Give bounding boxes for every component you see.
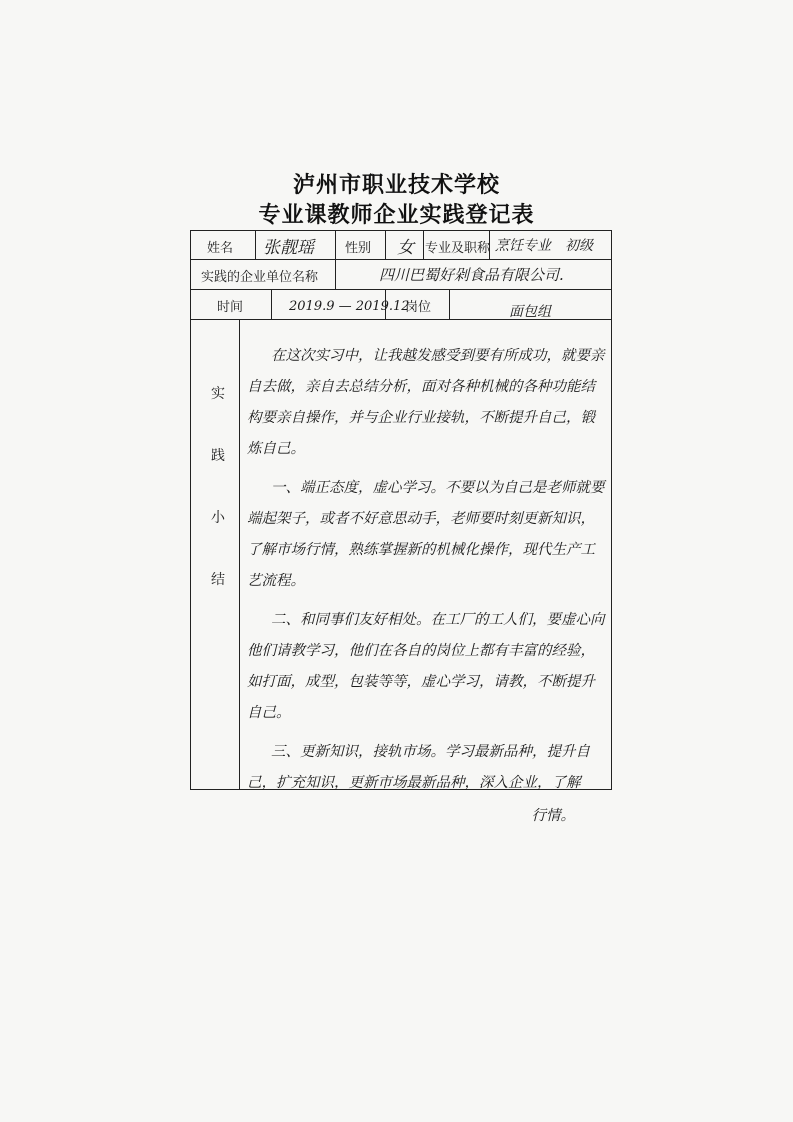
summary-paragraph: 一、端正态度，虚心学习。不要以为自己是老师就要端起架子，或者不好意思动手，老师要时刻更新知识，了解市场行情，熟练掌握新的机械化操作，现代生产工艺流程。	[247, 480, 605, 589]
summary-paragraph: 在这次实习中，让我越发感受到要有所成功，就要亲自去做，亲自去总结分析，面对各种机械的各种功能结构要亲自操作，并与企业行业接轨，不断提升自己，锻炼自己。	[247, 348, 605, 457]
post-value: 面包组	[509, 304, 551, 320]
summary-side-char: 结	[211, 572, 225, 588]
col-divider	[239, 319, 240, 789]
summary-last-line: 行情。	[531, 808, 575, 824]
summary-text	[247, 341, 605, 832]
row-divider	[191, 289, 611, 290]
school-title: 泸州市职业技术学校	[292, 172, 500, 198]
gender-value: 女	[397, 238, 414, 258]
summary-paragraph: 二、和同事们友好相处。在工厂的工人们，要虚心向他们请教学习，他们在各自的岗位上都有丰富的经验，如打面，成型，包装等等，虚心学习，请教，不断提升自己。	[247, 612, 605, 721]
gender-label: 性别	[345, 241, 372, 256]
summary-side-char: 实	[211, 386, 225, 402]
major-value: 烹饪专业	[495, 238, 551, 254]
summary-paragraph: 三、更新知识，接轨市场。学习最新品种，提升自己，扩充知识，更新市场最新品种，深入企业，了解	[247, 744, 590, 791]
col-divider	[335, 231, 336, 259]
name-label: 姓名	[207, 241, 234, 256]
col-divider	[449, 289, 450, 319]
time-label: 时间	[217, 300, 244, 315]
major-label: 专业及职称	[425, 241, 491, 256]
form-title: 专业课教师企业实践登记表	[258, 202, 535, 228]
summary-side-char: 践	[211, 448, 225, 464]
company-label: 实践的企业单位名称	[201, 270, 319, 285]
name-value: 张靓瑶	[263, 238, 314, 258]
col-divider	[255, 231, 256, 259]
summary-side-char: 小	[211, 510, 225, 526]
company-value: 四川巴蜀好剁食品有限公司.	[379, 266, 564, 284]
post-label: 岗位	[405, 300, 432, 315]
col-divider	[335, 259, 336, 289]
col-divider	[271, 289, 272, 319]
col-divider	[385, 231, 386, 259]
time-value: 2019.9 — 2019.12	[289, 299, 410, 314]
title-value: 初级	[565, 238, 593, 254]
col-divider	[423, 231, 424, 259]
registration-form	[190, 230, 612, 824]
row-divider	[191, 259, 611, 260]
